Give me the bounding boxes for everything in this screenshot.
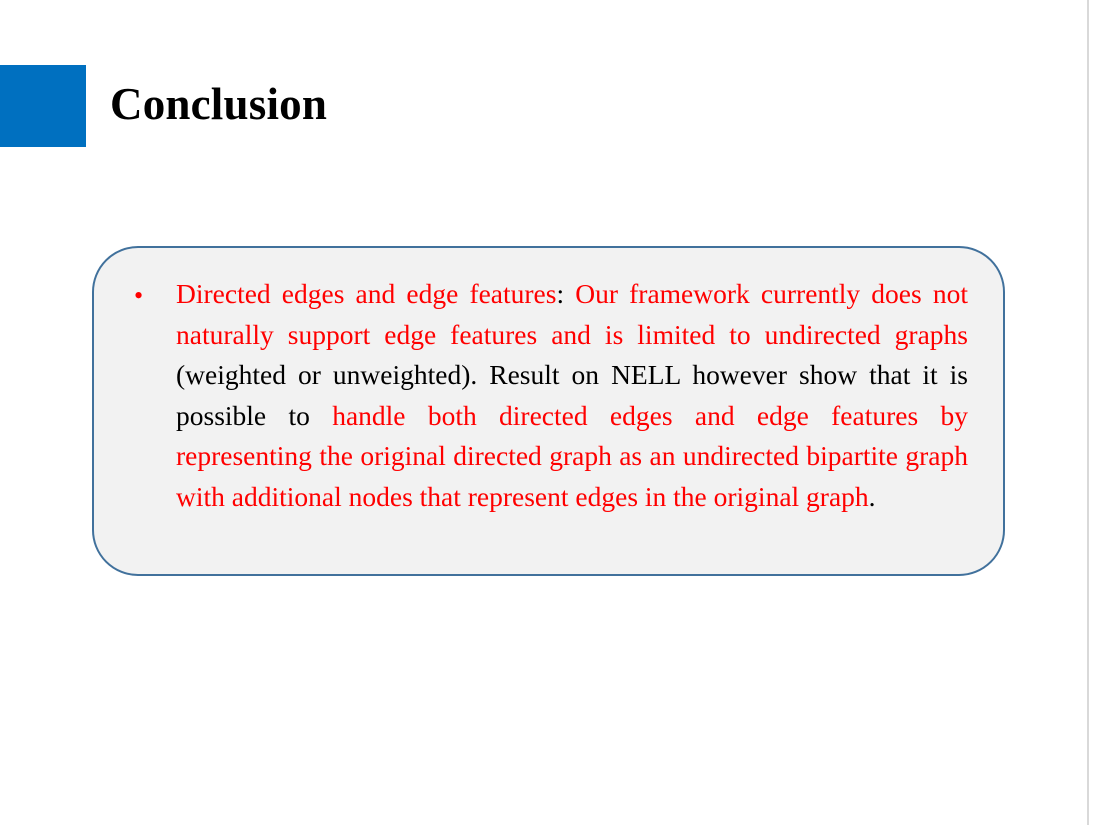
content-box: [92, 246, 1005, 576]
bullet-segment-4: .: [868, 480, 876, 512]
bullet-colon: :: [556, 278, 565, 309]
bullet-marker: •: [134, 281, 144, 310]
bullet-segment-3: handle both directed edges and edge features by representing the original directed graph as an undirected bipartite graph with additional nodes that represent edges in the original graph: [176, 399, 968, 512]
bullet-segment-1: Our framework currently does not naturally support edge features and is limited to undirected graphs: [176, 278, 968, 350]
bullet-segment-2: (weighted or unweighted). Result on NELL however show that it is possible to: [176, 359, 968, 431]
slide-title: Conclusion: [110, 79, 328, 129]
title-accent-block: [0, 65, 86, 147]
bullet-text: [176, 274, 968, 517]
slide-right-edge: [1087, 0, 1089, 825]
bullet-heading: Directed edges and edge features: [176, 278, 557, 309]
